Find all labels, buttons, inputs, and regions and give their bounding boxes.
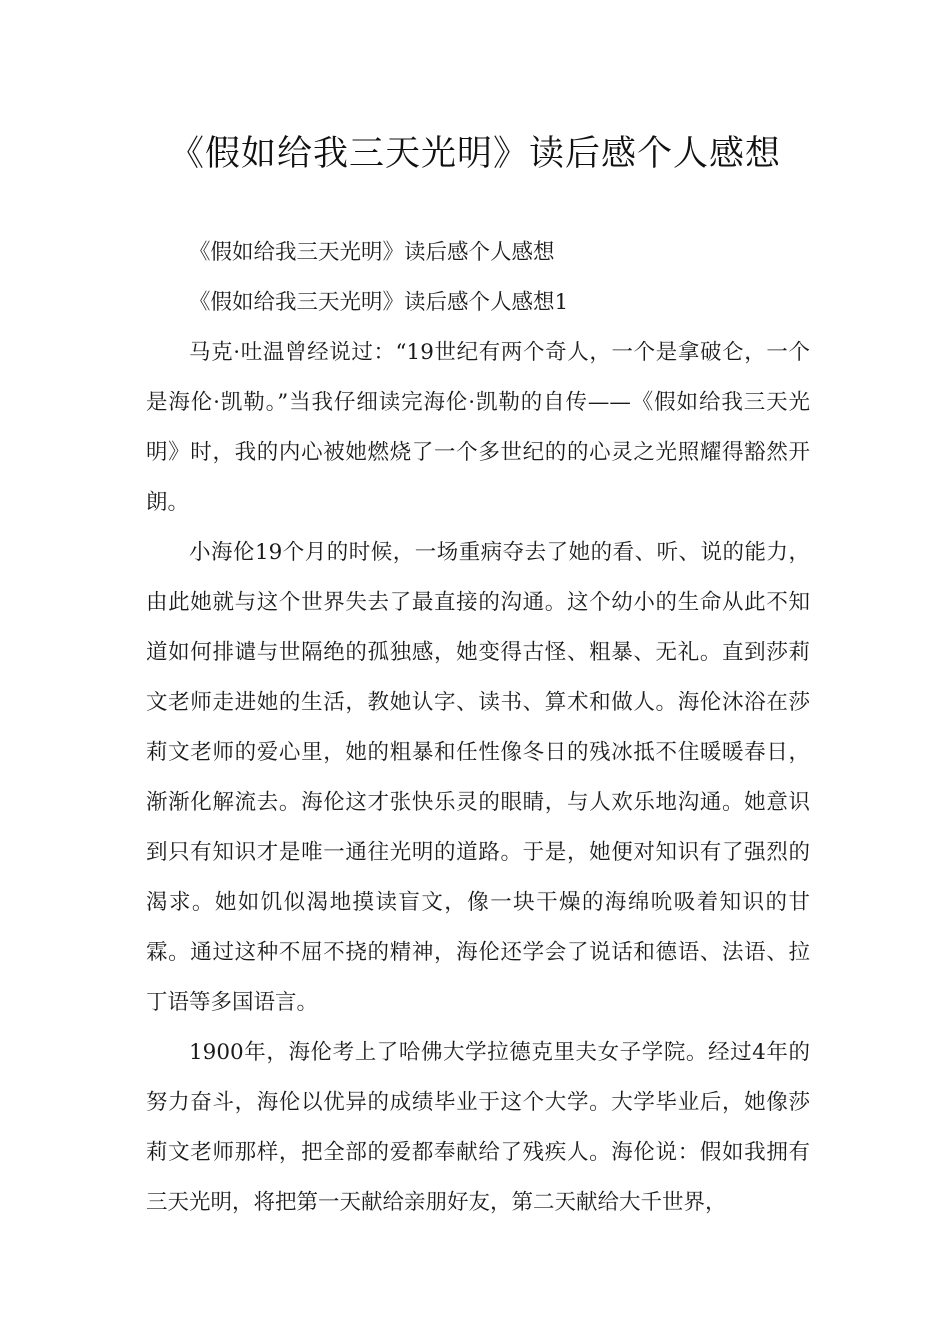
paragraph-heading: 《假如给我三天光明》读后感个人感想 xyxy=(189,240,555,265)
document-title: 《假如给我三天光明》读后感个人感想 xyxy=(168,134,781,174)
paragraph: 马克·吐温曾经说过：“19世纪有两个奇人，一个是拿破仑，一个是海伦·凯勒。”当我仔细读完海伦·凯勒的自传——《假如给我三天光明》时，我的内心被她燃烧了一个多世纪的的心灵之光照耀得豁然开朗。 xyxy=(146,340,810,515)
paragraph-subheading: 《假如给我三天光明》读后感个人感想1 xyxy=(189,290,569,315)
document-body xyxy=(146,228,810,1228)
paragraph: 小海伦19个月的时候，一场重病夺去了她的看、听、说的能力，由此她就与这个世界失去了最直接的沟通。这个幼小的生命从此不知道如何排谴与世隔绝的孤独感，她变得古怪、粗暴、无礼。直到莎莉文老师走进她的生活，教她认字、读书、算术和做人。海伦沐浴在莎莉文老师的爱心里，她的粗暴和任性像冬日的残冰抵不住暖暖春日，渐渐化解流去。海伦这才张快乐灵的眼睛，与人欢乐地沟通。她意识到只有知识才是唯一通往光明的道路。于是，她便对知识有了强烈的渴求。她如饥似渴地摸读盲文，像一块干燥的海绵吮吸着知识的甘霖。通过这种不屈不挠的精神，海伦还学会了说话和德语、法语、拉丁语等多国语言。 xyxy=(146,540,810,1015)
paragraph: 1900年，海伦考上了哈佛大学拉德克里夫女子学院。经过4年的努力奋斗，海伦以优异的成绩毕业于这个大学。大学毕业后，她像莎莉文老师那样，把全部的爱都奉献给了残疾人。海伦说：假如我拥有三天光明，将把第一天献给亲朋好友，第二天献给大千世界， xyxy=(146,1040,810,1215)
